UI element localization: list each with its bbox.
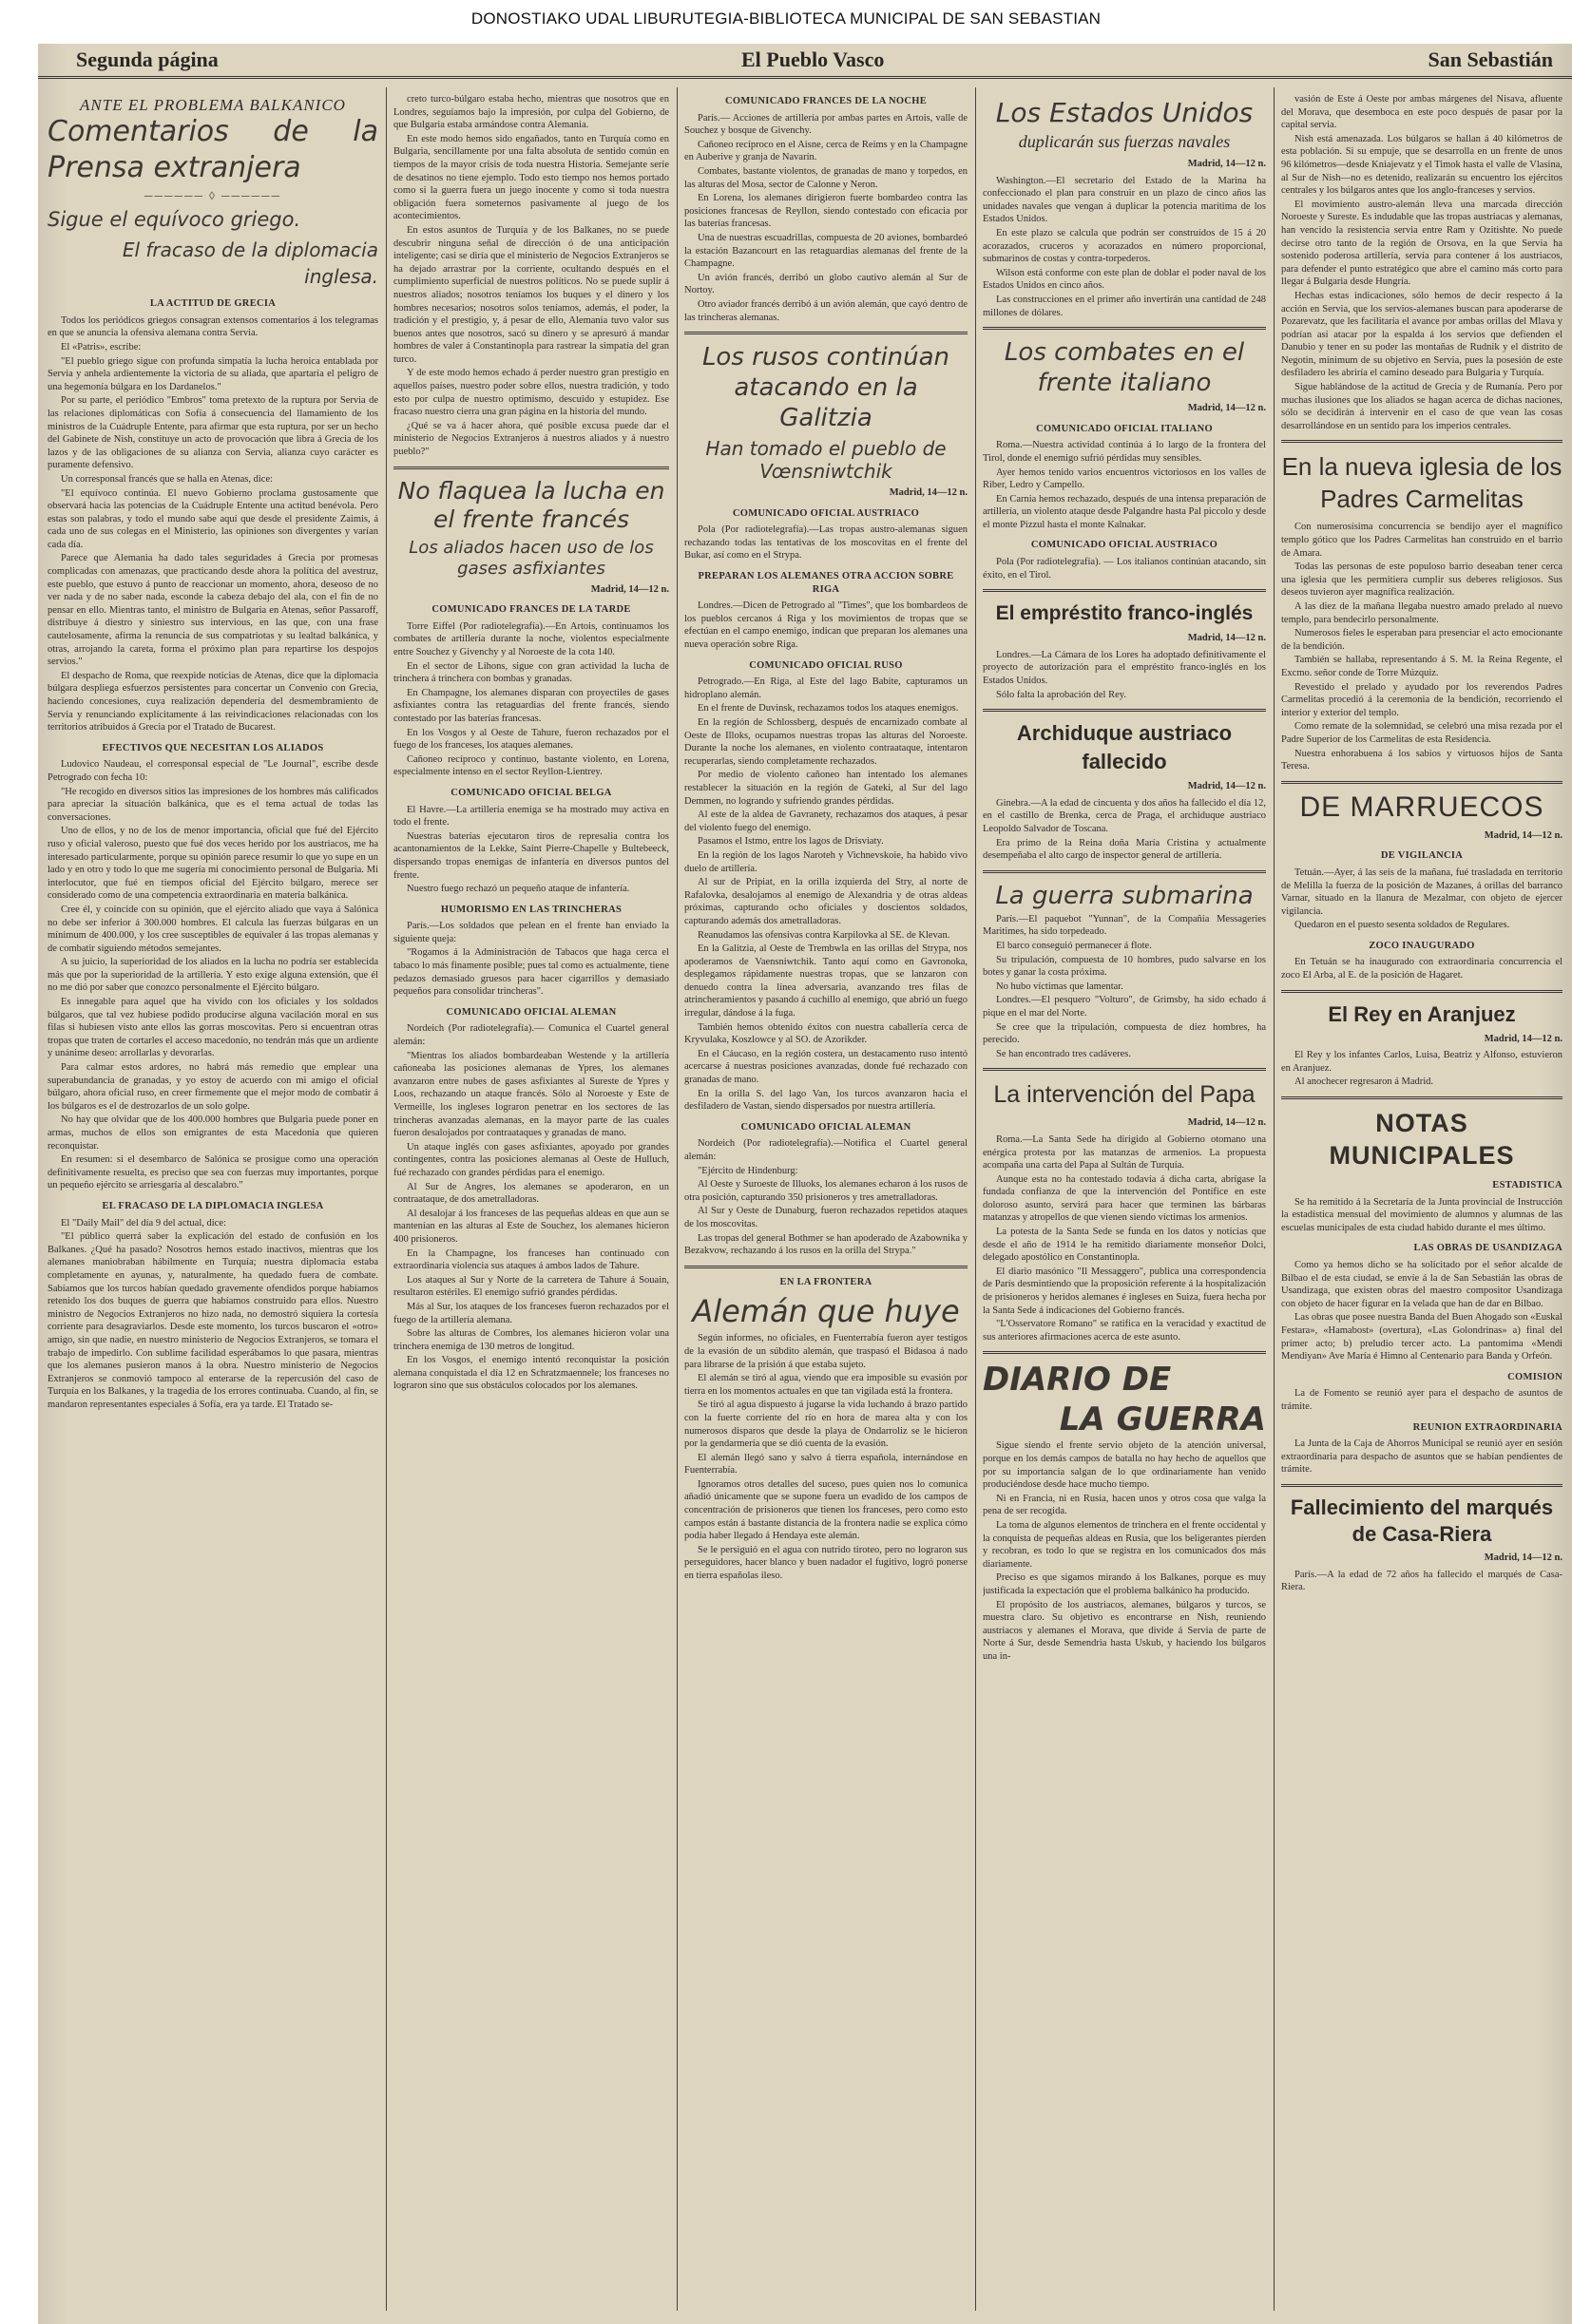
paragraph: Nuestras baterías ejecutaron tiros de represalia contra los acantonamientos de la Lekke, Saint Pierre-Chapelle y Bultebeeck, dispersando tropas enemigas de infantería en diversos puntos del frente. xyxy=(393,830,669,881)
paragraph: "El pueblo griego sigue con profunda simpatía la lucha heroica entablada por Servia y anhela ardientemente la victoria de su aliada, que apartaría el peligro de una hegemonía búlgara en los Dardanelos." xyxy=(48,355,378,392)
paragraph: En los Vosgos y al Oeste de Tahure, fueron rechazados por el fuego de los franceses, los ataques alemanes. xyxy=(393,727,669,752)
paragraph: El "Daily Mail" del día 9 del actual, dice: xyxy=(61,1217,226,1229)
paragraph: Sobre las alturas de Combres, los alemanes hicieron volar una trinchera enemiga de 130 metros de longitud. xyxy=(393,1328,669,1352)
paragraph: Una de nuestras escuadrillas, compuesta de 20 aviones, bombardeó la estación Bazancourt en las retaguardias alemanas del frente de la Champagne. xyxy=(684,232,968,270)
section-divider xyxy=(393,467,669,469)
masthead-page-label: Segunda página xyxy=(76,48,219,71)
paragraph: creto turco-búlgaro estaba hecho, mientras que nosotros que en Londres, seguíamos bajo la impresión, por culpa del Gobierno, de que Bulgaria estaba armándose contra Alemania. xyxy=(393,94,669,131)
paragraph: Al este de la aldea de Gavranety, rechazamos dos ataques, á pesar del violento fuego del enemigo. xyxy=(684,810,968,833)
paragraph: Se tiró al agua dispuesto á jugarse la vida luchando á brazo partido con la fuerte corriente del río en hora de marea alta y con los numerosos disparos que desde la playa de Ondarroliz se le hicieron por la gendarmería que se dió cuenta de la evasión. xyxy=(684,1400,968,1450)
paragraph: El movimiento austro-alemán lleva una marcada dirección Noroeste y Sureste. Es indudable que las tropas austriacas y alemanas, han vencido la resistencia servia entre Ram y Ozitishte. No puede decirse otro tanto de la región de Orsova, en la que Servia ha sostenido poderosa artillería, servía para contener á los austriacos, para defender el punto estratégico que abre el camino más corto para llegar á Bulgaria desde Hungría. xyxy=(1281,199,1562,288)
paragraph: Cañoneo recíproco en el Aisne, cerca de Reims y en la Champagne en Auberive y granja de Navarín. xyxy=(684,139,968,163)
paragraph: "El equívoco continúa. El nuevo Gobierno proclama gustosamente que observará hacia las potencias de la Cuádruple Entente una actitud benévola. Pero estas son palabras, y todo el mundo sabe aquí que desde el presidente Zaimis, á cada uno de sus colegas en el Ministerio, las opiniones son divergentes y varían cada día. xyxy=(48,487,378,550)
paragraph: Al sur de Pripiat, en la orilla izquierda del Stry, al norte de Rafalovka, desalojamos al enemigo de Alexandria y de otras aldeas próximas, capturando ocho oficiales y doscientos soldados, capturando además dos ametralladoras. xyxy=(684,877,968,926)
paragraph: Nordeich (Por radiotelegrafía).—Notifica el Cuartel general alemán: xyxy=(684,1138,968,1162)
column-4 xyxy=(983,93,1266,2307)
paragraph: Hechas estas indicaciones, sólo hemos de decir respecto á la acción en Servia, que los servios-alemanes buscan para apoderarse de Pozarevatz, que les facilitaría el avance por ambas orillas del Mlava y podrían así atacar por la espalda á los servios que defienden el Danubio y tener en su poder las montañas de Rudnik y el distrito de Negotin, mínimum de su objetivo en Servia, pues la posesión de este desfiladero les abriría el camino deseado para Bulgaria y Turquía. xyxy=(1281,290,1562,379)
paragraph: En la orilla S. del lago Van, los turcos avanzaron hacia el desfiladero de Vastan, siendo dispersados por nuestra artillería. xyxy=(684,1088,968,1113)
paragraph: Parece que Alemania ha dado tales seguridades á Grecia por promesas complicadas con amenazas, que practicando desde ahora la política del avestruz, este pueblo, que estuvo á punto de reaccionar un momento, ahora, deseoso de no ver nada y de no saber nada, esconde la cabeza debajo del ala, con el fin de no pensar en ello. Mientras tanto, el ministro de Bulgaria en Atenas, señor Passaroff, distribuye á diestro y siniestro sus intervious, en las que, con una frase cautelosamente, afirma la renuncia de sus compatriotas y su lealtad balkánica, y otras, arrojando la careta, forma el próximo plan para repartirse los despojos servios." xyxy=(48,553,378,668)
article-headline: Comentarios de la Prensa extranjera xyxy=(48,114,378,184)
article-headline: La intervención del Papa xyxy=(993,1081,1256,1109)
paragraph: Nordeich (Por radiotelegrafía).— Comunica el Cuartel general alemán: xyxy=(393,1023,669,1048)
paragraph: París.—Los soldados que pelean en el frente han enviado la siguiente queja: xyxy=(393,921,669,944)
section-title: COMUNICADO OFICIAL AUSTRIACO xyxy=(1030,540,1218,551)
dateline: Madrid, 14—12 n. xyxy=(1187,159,1266,169)
section-title: EN LA FRONTERA xyxy=(779,1276,872,1287)
paragraph: Reanudamos las ofensivas contra Karpilovka al SE. de Klevan. xyxy=(698,929,950,941)
section-divider xyxy=(684,1266,968,1268)
paragraph: Londres.—La Cámara de los Lores ha adoptado definitivamente el proyecto de autorización para el empréstito franco-inglés en los Estados Unidos. xyxy=(983,649,1266,687)
paragraph: En Tetuán se ha inaugurado con extraordinaria concurrencia el zoco El Arba, al E. de la posición de Hagaret. xyxy=(1281,957,1562,981)
dateline: Madrid, 14—12 n. xyxy=(1484,829,1562,841)
paragraph: Es innegable para aquel que ha vivido con los oficiales y los soldados búlgaros, que tal vez hubiese podido producirse alguna vacilación moral en sus filas si hubiesen visto ante ellos las gorras moscovitas. Pero si encuentran otras tropas que traten de cortarles el acceso macedonio, no tendrán más que un ardiente y unánime deseo: arrollarlas y devorarlas. xyxy=(48,997,378,1059)
column-2 xyxy=(393,93,669,2307)
paragraph: vasión de Este á Oeste por ambas márgenes del Nisava, afluente del Morava, que desemboca en este poco después de pasar por la capital servia. xyxy=(1281,94,1562,131)
paragraph: Ludovico Naudeau, el corresponsal especial de "Le Journal", escribe desde Petrogrado con fecha 10: xyxy=(48,759,378,783)
paragraph: El alemán llegó sano y salvo á tierra española, internándose en Fuenterrabía. xyxy=(684,1452,968,1476)
section-divider xyxy=(1281,1096,1562,1099)
section-title: COMUNICADO OFICIAL ITALIANO xyxy=(1036,423,1213,434)
paragraph: Tetuán.—Ayer, á las seis de la mañana, fué trasladada en territorio de Melilla la fuerza de la posición de Mazanes, á orillas del barranco Varnar, situado en la llanura de Mezalmar, con objeto de ejercer vigilancia. xyxy=(1281,867,1562,917)
dateline: Madrid, 14—12 n. xyxy=(1187,781,1266,792)
paragraph: Al anochecer regresaron á Madrid. xyxy=(1294,1076,1434,1088)
newspaper-scan xyxy=(38,44,1572,2324)
paragraph: Ayer hemos tenido varios encuentros victoriosos en los valles de Riber, Ledro y Campello. xyxy=(983,467,1266,491)
column-5 xyxy=(1281,93,1562,2307)
dateline: Madrid, 14—12 n. xyxy=(590,583,669,595)
paragraph: En el frente de Duvinsk, rechazamos todos los ataques enemigos. xyxy=(698,703,959,714)
dateline: Madrid, 14—12 n. xyxy=(889,487,968,499)
paragraph: Al Sur y Oeste de Dunaburg, fueron rechazados repetidos ataques de los moscovitas. xyxy=(684,1206,968,1229)
section-divider xyxy=(983,870,1266,873)
paragraph: Londres.—El pesquero "Volturo", de Grimsby, ha sido echado á pique en el mar del Norte. xyxy=(983,995,1266,1019)
paragraph: Con numerosísima concurrencia se bendijo ayer el magnífico templo gótico que los Padres Carmelitas han construido en el barrio de Amara. xyxy=(1281,522,1562,559)
paragraph: Por medio de violento cañoneo han intentado los alemanes restablecer la situación en la región de Gateki, al Sur del lago Demmen, no logrando y sufriendo grandes pérdidas. xyxy=(684,770,968,807)
article-headline: DE MARRUECOS xyxy=(1299,791,1544,823)
masthead-city: San Sebastián xyxy=(1428,48,1553,71)
paragraph: Un avión francés, derribó un globo cautivo alemán al Sur de Nortoy. xyxy=(684,272,968,296)
paragraph: En Lorena, los alemanes dirigieron fuerte bombardeo contra las posiciones francesas de Reyllon, siendo contestado con eficacia por las baterías francesas. xyxy=(684,193,968,230)
paragraph: En Champagne, los alemanes disparan con proyectiles de gases asfixiantes contra las retaguardias del frente francés, siendo contestado por las baterías francesas. xyxy=(393,687,669,724)
paragraph: "L'Osservatore Romano" se ratifica en la veracidad y exactitud de sus anteriores afirmaciones acerca de este asunto. xyxy=(983,1319,1266,1343)
section-title: COMUNICADO OFICIAL AUSTRIACO xyxy=(732,507,920,519)
paragraph: Torre Eiffel (Por radiotelegrafía).—En Artois, continuamos los combates de artillería durante la noche, violentos especialmente entre Souchez y Givenchy y al Noroeste de la cota 140. xyxy=(393,620,669,657)
paragraph: Londres.—Dicen de Petrogrado al "Times", que los bombardeos de los pueblos cercanos á Riga y los movimientos de tropas que se efectúan en el campo enemigo, indican que preparan los alemanes una nueva operación sobre Riga. xyxy=(684,600,968,651)
article-deck: Los aliados hacen uso de los gases asfixiantes xyxy=(409,537,654,579)
paragraph: Numerosos fieles le esperaban para presenciar el acto emocionante de la bendición. xyxy=(1281,628,1562,652)
article-headline: NOTAS MUNICIPALES xyxy=(1329,1109,1515,1171)
column-rule xyxy=(975,87,976,2311)
paragraph: Wilson está conforme con este plan de doblar el poder naval de los Estados Unidos en cinco años. xyxy=(983,267,1266,292)
paragraph: Roma.—Nuestra actividad continúa á lo largo de la frontera del Tirol, donde el enemigo sufrió pérdidas muy sensibles. xyxy=(983,440,1266,464)
article-deck: Han tomado el pueblo de Vœnsniwtchik xyxy=(705,437,947,484)
paragraph: No hay que olvidar que de los 400.000 hombres que Bulgaria puede poner en armas, muchos de ellos son emigrantes de esta Macedonia que quieren reconquistar. xyxy=(48,1114,378,1152)
ornament: ────── ◊ ────── xyxy=(144,188,281,202)
paragraph: Quedaron en el puesto sesenta soldados de Regulares. xyxy=(1294,920,1510,931)
paragraph: Para calmar estos ardores, no habrá más remedio que emplear una superabundancia de granadas, y yo estoy de acuerdo con mi amigo el oficial búlgaro, ahora oficial ruso, en creer firmemente que el mejor modo de combatir á los búlgaros es el de destrozarlos de un solo golpe. xyxy=(48,1062,378,1112)
article-deck: duplicarán sus fuerzas navales xyxy=(1018,132,1231,151)
section-title: COMUNICADO OFICIAL BELGA xyxy=(451,787,612,798)
paragraph: Petrogrado.—En Riga, al Este del lago Babite, capturamos un hidroplano alemán. xyxy=(684,676,968,700)
paragraph: "Mientras los aliados bombardeaban Westende y la artillería cañoneaba las posiciones alemanas de Ypres, los alemanes avanzaron entre nubes de gases asfixiantes al Sureste de Ypres y Loos, rechazando un ataque francés. Sólo al Noroeste y Este de Vermeille, los ingleses lograron penetrar en los sectores de las trincheras avanzadas alemanas, en la mayor parte de las cuales fueron desalojados por contraataques y granadas de mano. xyxy=(393,1050,669,1139)
paragraph: En estos asuntos de Turquía y de los Balkanes, no se puede descubrir ninguna señal de dirección ó de una anticipación inteligente; casi se diría que el ministerio de Negocios Extranjeros se ha dejado arrastrar por la corriente, ocultando después en el cumplimiento superficial de nuestros políticos. No se puede suplir á nuestros aliados; nosotros teníamos los buques y el dinero y los hombres necesarios; nosotros solos teníamos, además, el poder, la tradición y el prestigio, y, á pesar de ello, Alemania tuvo valor sus buenos antes que nosotros, sacó su dinero y se apresuró á mandar hombres de valer á Constantinopla para rastrear la simpatía del gran turco. xyxy=(393,224,669,365)
paragraph: Todas las personas de este populoso barrio deseaban tener cerca una iglesia que les permitiera cumplir sus deberes religiosos. Sus deseos tuvieron ayer magnífica realización. xyxy=(1281,562,1562,599)
article-headline: Archiduque austriaco fallecido xyxy=(1016,721,1233,774)
paragraph: Sigue siendo el frente servio objeto de la atención universal, porque en los demás campos de batalla no hay hecho de aquellos que por su importancia salgan de lo que ordinariamente han venido produciéndose desde hace mucho tiempo. xyxy=(983,1440,1266,1491)
paragraph: "El público querrá saber la explicación del estado de confusión en los Balkanes. ¿Qué ha pasado? Nosotros hemos estado inactivos, mientras que los alemanes maniobraban hábilmente en Turquía; nuestra diplomacia estaba completamente en ayunas, y, naturalmente, ha quedado fuera de combate. Sabíamos que los turcos habían quedado gravemente ofendidos porque habíamos retenido los dos buques de guerra que habíamos construido para ellos. Nuestro ministro de Negocios Extranjeros no hizo nada, no demostró siquiera la cortesía corriente para desagraviarlos. Desde este momento, los turcos buscaron el «otro» amigo, sin que nadie, en nuestro ministerio de Negocios Extranjeros, se tomara el trabajo de impedirlo. Con sublime facilidad esperábamos lo que pasara, mientras que los alemanes pusieron manos á la obra. Nuestro ministerio de Negocios Extranjeros se conmovió tampoco al enterarse de la repercusión del caso de Turquía en los Balkanes, y la tragedia de los errores continuaba. Cuando, al fin, se mandaron representantes especiales á Sofía, era ya tarde. El Tratado se- xyxy=(48,1231,378,1410)
paragraph: París.—A la edad de 72 años ha fallecido el marqués de Casa-Riera. xyxy=(1281,1569,1562,1593)
paragraph: En este plazo se calcula que podrán ser construídos de 15 á 20 acorazados, cruceros y acorazados en número proporcional, submarinos de costas y contra-torpederos. xyxy=(983,227,1266,265)
paragraph: El diario masónico "Il Messaggero", publica una correspondencia de París desmintiendo que la proposición referente á la hospitalización de prisioneros y heridos alemanes é ingleses en Suiza, fuera hecha por la Santa Sede á indicaciones del Gobierno francés. xyxy=(983,1266,1266,1316)
section-title: EL FRACASO DE LA DIPLOMACIA INGLESA xyxy=(102,1200,324,1211)
paragraph: Como remate de la solemnidad, se celebró una misa rezada por el Padre Superior de los Carmelitas de esta Residencia. xyxy=(1281,721,1562,745)
article-headline: La guerra submarina xyxy=(995,881,1254,910)
section-title: LA ACTITUD DE GRECIA xyxy=(149,298,277,310)
paragraph: "Ejército de Hindenburg: xyxy=(698,1165,798,1176)
article-headline: LA GUERRA xyxy=(1059,1400,1266,1439)
masthead-title: El Pueblo Vasco xyxy=(741,48,885,71)
paragraph: Al desalojar á los franceses de las pequeñas aldeas en que aun se mantenían en las alturas al Este de Souchez, los alemanes hicieron 400 prisioneros. xyxy=(393,1208,669,1245)
section-title: REUNION EXTRAORDINARIA xyxy=(1412,1421,1562,1433)
paragraph: En el Cáucaso, en la región costera, un destacamento ruso intentó acercarse á nuestras posiciones avanzadas, donde fué rechazado con granadas de mano. xyxy=(684,1048,968,1086)
section-title: HUMORISMO EN LAS TRINCHERAS xyxy=(440,904,623,915)
section-title: COMUNICADO OFICIAL ALEMAN xyxy=(740,1121,911,1133)
article-headline: Los combates en el frente italiano xyxy=(1004,338,1245,398)
paragraph: Washington.—El secretario del Estado de la Marina ha confeccionado el plan para construir en un plazo de cinco años las unidades navales que vengan á duplicar la potencia marítima de los Estados Unidos. xyxy=(983,175,1266,225)
section-divider xyxy=(1281,781,1562,784)
paragraph: Nuestro fuego rechazó un pequeño ataque de infantería. xyxy=(407,884,630,895)
dateline: Madrid, 14—12 n. xyxy=(1187,403,1266,414)
paragraph: Ni en Francia, ni en Rusia, hacen unos y otros cosa que valga la pena de ser recogida. xyxy=(983,1493,1266,1517)
paragraph: Un ataque inglés con gases asfixiantes, apoyado por grandes contingentes, contra las posiciones alemanas al Oeste de Hulluch, fué rechazado con grandes pérdidas para el enemigo. xyxy=(393,1141,669,1178)
section-divider xyxy=(983,1351,1266,1354)
column-3 xyxy=(684,93,968,2307)
section-title: COMUNICADO OFICIAL RUSO xyxy=(749,659,903,671)
section-divider xyxy=(983,327,1266,330)
paragraph: Otro aviador francés derribó á un avión alemán, que cayó dentro de las trincheras alemanas. xyxy=(684,298,968,323)
article-headline: Los Estados Unidos xyxy=(995,97,1254,128)
paragraph: No hubo víctimas que lamentar. xyxy=(996,981,1123,992)
column-1 xyxy=(48,93,378,2307)
column-rule xyxy=(677,87,678,2311)
paragraph: La de Fomento se reunió ayer para el despacho de asuntos de trámite. xyxy=(1281,1388,1562,1412)
paragraph: Sólo falta la aprobación del Rey. xyxy=(996,689,1126,700)
article-headline: En la nueva iglesia de los Padres Carmelitas xyxy=(1281,452,1562,514)
article-headline: DIARIO DE xyxy=(983,1361,1172,1400)
paragraph: En la región de Schlossberg, después de encarnizado combate al Oeste de Illoks, ocupamos nuestras tropas las alturas del Noroeste. Durante la noche los alemanes, en violento contraataque, intentaron recuperarlas, siendo completamente rechazados. xyxy=(684,717,968,767)
paragraph: En Carnia hemos rechazado, después de una intensa preparación de artillería, un violento ataque desde Palgandre hasta Pal piccolo y desde el monte Pizzul hasta el monte Kalnakar. xyxy=(983,493,1266,530)
paragraph: Más al Sur, los ataques de los franceses fueron rechazados por el fuego de la artillería alemana. xyxy=(393,1301,669,1325)
paragraph: Se cree que la tripulación, compuesta de diez hombres, ha perecido. xyxy=(983,1021,1266,1046)
section-title: LAS OBRAS DE USANDIZAGA xyxy=(1413,1243,1562,1254)
paragraph: Las obras que posee nuestra Banda del Buen Ahogado son «Euskal Festara», «Hamabost» (overtura), «Las Golondrinas» a) final del primer acto; b) preludio tercer acto. La pantomima «Mendi Mendiyan» Ave María é Himno al Centenario para Banda y Orfeón. xyxy=(1281,1312,1562,1362)
paragraph: En el sector de Lihons, sigue con gran actividad la lucha de trinchera á trinchera con bombas y granadas. xyxy=(393,660,669,685)
paragraph: También hemos obtenido éxitos con nuestra caballería cerca de Kryvulaka, Koszlowce y al SO. de Azorikder. xyxy=(684,1021,968,1046)
paragraph: Roma.—La Santa Sede ha dirigido al Gobierno otomano una enérgica protesta por las matanzas de armenios. La propuesta acompaña una carta del Papa al Sultán de Turquía. xyxy=(983,1133,1266,1172)
paragraph: Y de este modo hemos echado á perder nuestro gran prestigio en aquellos países, nuestro poder sobre ellos, nuestra tradición, y todo esto por culpa de nuestro optimismo, descuido y estupidez. Ese fracaso nuestro cierra una gran página en la historia del mundo. xyxy=(393,368,669,418)
archive-bar: DONOSTIAKO UDAL LIBURUTEGIA-BIBLIOTECA MUNICIPAL DE SAN SEBASTIAN xyxy=(0,0,1572,38)
paragraph: Combates, bastante violentos, de granadas de mano y torpedos, en las alturas del Mosa, sector de Calonne y Neron. xyxy=(684,165,968,190)
paragraph: Pasamos el Istmo, entre los lagos de Drisviaty. xyxy=(698,836,884,848)
paragraph: París.—El paquebot "Yunnan", de la Compañía Messageries Maritimes, ha sido torpedeado. xyxy=(983,913,1266,938)
section-title: COMUNICADO OFICIAL ALEMAN xyxy=(446,1006,617,1018)
paragraph: Como ya hemos dicho se ha solicitado por el señor alcalde de Bilbao el de esta ciudad, se envíe á la de San Sebastián las obras de Usandizaga, que existen obras del maestro compositor Usandizaga con objeto de hacer figurar en la velada que han de dar en Bilbao. xyxy=(1281,1260,1562,1309)
paragraph: Por su parte, el periódico "Embros" toma pretexto de la ruptura por Servia de las relaciones diplomáticas con Sofía á consecuencia del llamamiento de los ministros de la Cuádruple Entente, para afirmar que esta ruptura, por ser un hecho del Gabinete de Nish, constituye un acto de provocación que libra á Grecia de los lazos y de las obligaciones de su alianza con Servia, alianza cuyo carácter es puramente defensivo. xyxy=(48,395,378,471)
paragraph: Al Oeste y Suroeste de Illuoks, los alemanes echaron á los rusos de otra posición, capturando 350 prisioneros y tres ametralladoras. xyxy=(684,1179,968,1203)
section-title: COMUNICADO FRANCES DE LA NOCHE xyxy=(724,96,927,106)
paragraph: Aunque esta no ha contestado todavía á dicha carta, abrígase la fundada confianza de que la intervención del Pontífice en este doloroso asunto, servirá para hacer que terminen las bárbaras matanzas y atropellos de que vienen siendo víctimas los armenios. xyxy=(983,1173,1266,1224)
paragraph: El barco conseguió permanecer á flote. xyxy=(996,940,1152,951)
paragraph: Ignoramos otros detalles del suceso, pues quien nos lo comunica añadió únicamente que se supone fuera un evadido de los campos de concentración de prisioneros que tienen los franceses, pero como esto campos están á bastante distancia de la frontera nadie se explica cómo podía haber llegado á Hendaya este alemán. xyxy=(684,1478,968,1542)
paragraph: Pola (Por radiotelegrafía).—Las tropas austro-alemanas siguen rechazando todas las tentativas de los moscovitas en el frente del Bukar, así como en el Strypa. xyxy=(684,524,968,562)
paragraph: Los ataques al Sur y Norte de la carretera de Tahure á Souain, resultaron estériles. El enemigo sufrió grandes pérdidas. xyxy=(393,1274,669,1299)
paragraph: Todos los periódicos griegos consagran extensos comentarios á los telegramas en que se anuncia la ofensiva alemana contra Servia. xyxy=(48,314,378,339)
article-headline: Alemán que huye xyxy=(692,1293,960,1330)
paragraph: Uno de ellos, y no de los de menor importancia, oficial que fué del Ejército ruso y oficial valeroso, puesto que fué dos veces herido por los austriacos, me ha interesado particularmente, porque su opinión parece resumir lo que yo supe en un lado y en otro y todo lo que me sugería mi conocimiento personal de Bulgaria. Mi interlocutor, que fué en tiempos oficial del Ejército búlgaro, merece ser considerado como de una competencia extraordinaria en materia balkánica. xyxy=(48,826,378,902)
paragraph: El propósito de los austriacos, alemanes, búlgaros y turcos, se muestra claro. Su objetivo es encontrarse en Nish, reuniendo austriacos y alemanes el Morava, que divide á Servia de parte de Norte á Sur, desde Semendria hasta Uskub, y haciendo los búlgaros una in- xyxy=(983,1599,1266,1662)
masthead xyxy=(38,44,1572,79)
paragraph: El Rey y los infantes Carlos, Luisa, Beatriz y Alfonso, estuvieron en Aranjuez. xyxy=(1281,1050,1562,1074)
paragraph: "He recogido en diversos sitios las impresiones de los hombres más calificados para apreciar la situación balkánica, que es el tema actual de todas las conversaciones. xyxy=(48,786,378,823)
paragraph: En la región de los lagos Naroteh y Vichnevskoie, ha habido vivo duelo de artillería. xyxy=(684,849,968,874)
paragraph: A su juicio, la superioridad de los aliados en la lucha no podría ser establecida más que por la superioridad de la artillería. Y esto exige alguna extensión, que él no me dió por saber que conozco personalmente el Ejército búlgaro. xyxy=(48,957,378,994)
paragraph: Se le persiguió en el agua con nutrido tiroteo, pero no lograron sus perseguidores, hacer blanco y buen nadador el fugitivo, logró ponerse en tierra españolas ileso. xyxy=(684,1544,968,1582)
article-deck: Sigue el equívoco griego. xyxy=(48,208,301,232)
section-divider xyxy=(1281,990,1562,993)
article-headline: No flaquea la lucha en el frente francés xyxy=(397,476,665,533)
article-headline: El Rey en Aranjuez xyxy=(1328,1001,1516,1026)
section-divider xyxy=(983,1068,1266,1071)
paragraph: Era primo de la Reina doña María Cristina y actualmente desempeñaba el alto cargo de inspector general de artillería. xyxy=(983,837,1266,862)
section-title: ESTADISTICA xyxy=(1492,1180,1562,1191)
article-deck: El fracaso de la diplomacia inglesa. xyxy=(122,238,378,289)
paragraph: París.— Acciones de artillería por ambas partes en Artois, valle de Souchez y bosque de Givenchy. xyxy=(684,112,968,137)
column-rule xyxy=(1274,87,1275,2311)
dateline: Madrid, 14—12 n. xyxy=(1187,1117,1266,1129)
paragraph: Nish está amenazada. Los búlgaros se hallan á 40 kilómetros de esta población. Si su empuje, que se desarrolla en un frente de unos 96 kilómetros—desde Kniajevatz y el Timok hasta el valle de Vlasina, al Sur de Nish—no es detenido, realizarán su encuentro los ejércitos centrales y los búlgaros antes que los anglo-franceses y servios. xyxy=(1281,133,1562,197)
paragraph: Las tropas del general Bothmer se han apoderado de Azabownika y Bezakvow, rechazando á los rusos en la orilla del Strypa." xyxy=(684,1232,968,1257)
paragraph: Preciso es que sigamos mirando á los Balkanes, porque es muy justificada la expectación que el problema balkánico ha producido. xyxy=(983,1572,1266,1596)
section-divider xyxy=(983,589,1266,592)
article-headline: Fallecimiento del marqués de Casa-Riera xyxy=(1290,1495,1554,1546)
section-title: DE VIGILANCIA xyxy=(1380,850,1464,862)
section-title: ZOCO INAUGURADO xyxy=(1369,940,1475,951)
paragraph: Cañoneo recíproco y contínuo, bastante violento, en Lorena, especialmente intenso en el sector Reyllon-Lientrey. xyxy=(393,753,669,778)
section-title: COMISION xyxy=(1507,1371,1562,1382)
paragraph: La potesta de la Santa Sede se funda en los datos y noticias que desde el año de 1914 le ha remitido diariamente monseñor Dolci, delegado apostólico en Constantinopla. xyxy=(983,1227,1266,1264)
section-divider xyxy=(1281,1484,1562,1487)
dateline: Madrid, 14—12 n. xyxy=(1484,1033,1562,1044)
paragraph: Su tripulación, compuesta de 10 hombres, pudo salvarse en los botes y ganar la costa próxima. xyxy=(983,954,1266,979)
paragraph: En los Vosgos, el enemigo intentó reconquistar la posición alemana conquistada el día 12 en Schratzmaennele; los franceses no lograron sino que sus obstáculos colocados por los alemanes. xyxy=(393,1355,669,1392)
paragraph: En la Galitzia, al Oeste de Trembwla en las orillas del Strypa, nos apoderamos de Vaensniwtchik. Tanto aquí como en Gavronoka, desplegamos rápidamente nuestras tropas, que se lanzaron con denuedo contra la línea adversaria, avanzando tres filas de atrincheramientos y pasando á cuchillo al enemigo, que abrió un fuego irregular, dándose á la fuga. xyxy=(684,943,968,1019)
paragraph: Nuestra enhorabuena á los sabios y virtuosos hijos de Santa Teresa. xyxy=(1281,748,1562,772)
paragraph: También se hallaba, representando á S. M. la Reina Regente, el Excmo. señor conde de Torre Múzquiz. xyxy=(1281,655,1562,678)
paragraph: Las construcciones en el primer año invertirán una cantidad de 248 millones de dólares. xyxy=(983,294,1266,318)
paragraph: Se ha remitido á la Secretaría de la Junta provincial de Instrucción la estadística mensual del movimiento de alumnos y alumnas de las escuelas municipales de esta ciudad habido durante el mes último. xyxy=(1281,1196,1562,1233)
section-title: COMUNICADO FRANCES DE LA TARDE xyxy=(431,604,631,616)
paragraph: A las diez de la mañana llegaba nuestro amado prelado al nuevo templo, para bendecirlo personalmente. xyxy=(1281,601,1562,625)
paragraph: Según informes, no oficiales, en Fuenterrabía fueron ayer testigos de la evasión de un súbdito alemán, que traspasó el Bidasoa á nado para librarse de la prisión á que estaba sujeto. xyxy=(684,1333,968,1370)
article-headline: El empréstito franco-inglés xyxy=(995,602,1254,625)
paragraph: Pola (Por radiotelegrafía). — Los italianos continúan atacando, sin éxito, en el Tirol. xyxy=(983,557,1266,581)
paragraph: El despacho de Roma, que reexpide noticias de Atenas, dice que la diplomacia búlgara despliega esfuerzos persistentes para concertar un Convenio con Grecia, haciendo concesiones, cuya realización dependería del desmembramiento de Servia y renunciando explícitamente á las reivindicaciones relacionadas con los territorios atribuidos á Grecia por el Tratado de Bucarest. xyxy=(48,670,378,733)
paragraph: Un corresponsal francés que se halla en Atenas, dice: xyxy=(61,473,274,485)
paragraph: En la Champagne, los franceses han continuado con extraordinaria violencia sus ataques á ambos lados de Tahure. xyxy=(393,1248,669,1272)
section-title: EFECTIVOS QUE NECESITAN LOS ALIADOS xyxy=(102,742,324,753)
dateline: Madrid, 14—12 n. xyxy=(1187,633,1266,644)
paragraph: Revestido el prelado y ayudado por los reverendos Padres Carmelitas procedió á la ceremonia de la bendición, recorriendo el interior y exterior del templo. xyxy=(1281,681,1562,718)
paragraph: Cree él, y coincide con su opinión, que el ejército aliado que vaya á Salónica no debe ser inferior á 300.000 hombres. El calcula las fuerzas búlgaras en un mínimum de 400.000, y los cree susceptibles de equivaler á las tropas alemanas y de combatir siguiendo métodos semejantes. xyxy=(48,904,378,954)
dateline: Madrid, 14—12 n. xyxy=(1484,1552,1562,1563)
paragraph: "Rogamos á la Administración de Tabacos que haga cerca el tabaco lo más finamente posible; pues tal como es actualmente, tiene pedazos demasiado gruesos para hacer cigarrillos y demasiado pequeños para consolidar trincheras". xyxy=(393,947,669,998)
paragraph: En resumen: si el desembarco de Salónica se prosigue como una operación definitivamente resuelta, es preciso que sea con fuerzas muy importantes, porque un pequeño ejército se arriesgaría al descalabro." xyxy=(48,1154,378,1191)
section-divider xyxy=(1281,440,1562,443)
article-kicker: ANTE EL PROBLEMA BALKANICO xyxy=(80,96,346,114)
paragraph: Ginebra.—A la edad de cincuenta y dos años ha fallecido el día 12, en el castillo de Brenka, cerca de Praga, el archiduque austriaco Leopoldo Salvador de Toscana. xyxy=(983,797,1266,834)
paragraph: La Junta de la Caja de Ahorros Municipal se reunió ayer en sesión extraordinaria para despacho de asuntos que se habían pendientes de trámite. xyxy=(1281,1438,1562,1476)
paragraph: Al Sur de Angres, los alemanes se apoderaron, en un contraataque, de dos ametralladoras. xyxy=(393,1181,669,1206)
paragraph: ¿Qué se va á hacer ahora, qué posible excusa puede dar el ministerio de Negocios Extranjeros á nuestros aliados y á nuestro pueblo?" xyxy=(393,420,669,458)
paragraph: Se han encontrado tres cadáveres. xyxy=(996,1048,1131,1059)
column-rule xyxy=(386,87,387,2311)
section-divider xyxy=(983,709,1266,712)
paragraph: La toma de algunos elementos de trinchera en el frente occidental y la conquista de pequeñas aldeas en Rusia, que los beligerantes pierden y recobran, es todo lo que se registra en los comunicados dos más diariamente. xyxy=(983,1519,1266,1570)
paragraph: El Havre.—La artillería enemiga se ha mostrado muy activa en todo el frente. xyxy=(393,804,669,829)
paragraph: Sigue hablándose de la actitud de Grecia y de Rumanía. Pero por muchas ilusiones que los aliados se hagan acerca de dichas naciones, sólo se decidirán á intervenir en el caso de que vean las cosas desarrollándose en un sentido para los imperios centrales. xyxy=(1281,382,1562,431)
paragraph: El alemán se tiró al agua, viendo que era imposible su evasión por tierra en los momentos actuales en que tan vigilada está la frontera. xyxy=(684,1373,968,1397)
paragraph: El «Patris», escribe: xyxy=(61,341,142,352)
paragraph: En este modo hemos sido engañados, tanto en Turquía como en Bulgaria, sencillamente por una falta absoluta de sentido común en tiempos de la mayor crisis de toda nuestra Historia. Semejante serie de desatinos no tiene ejemplo. Todo esto tiempo nos hemos portado como si la guerra fuera un juego inocente y como si toda nuestra obligación fuera someternos pasivamente al juego de los acontecimientos. xyxy=(393,133,669,222)
section-divider xyxy=(684,332,968,334)
article-headline: Los rusos continúan atacando en la Galitzia xyxy=(701,343,950,433)
section-title: PREPARAN LOS ALEMANES OTRA ACCION SOBRE RIGA xyxy=(698,571,954,595)
